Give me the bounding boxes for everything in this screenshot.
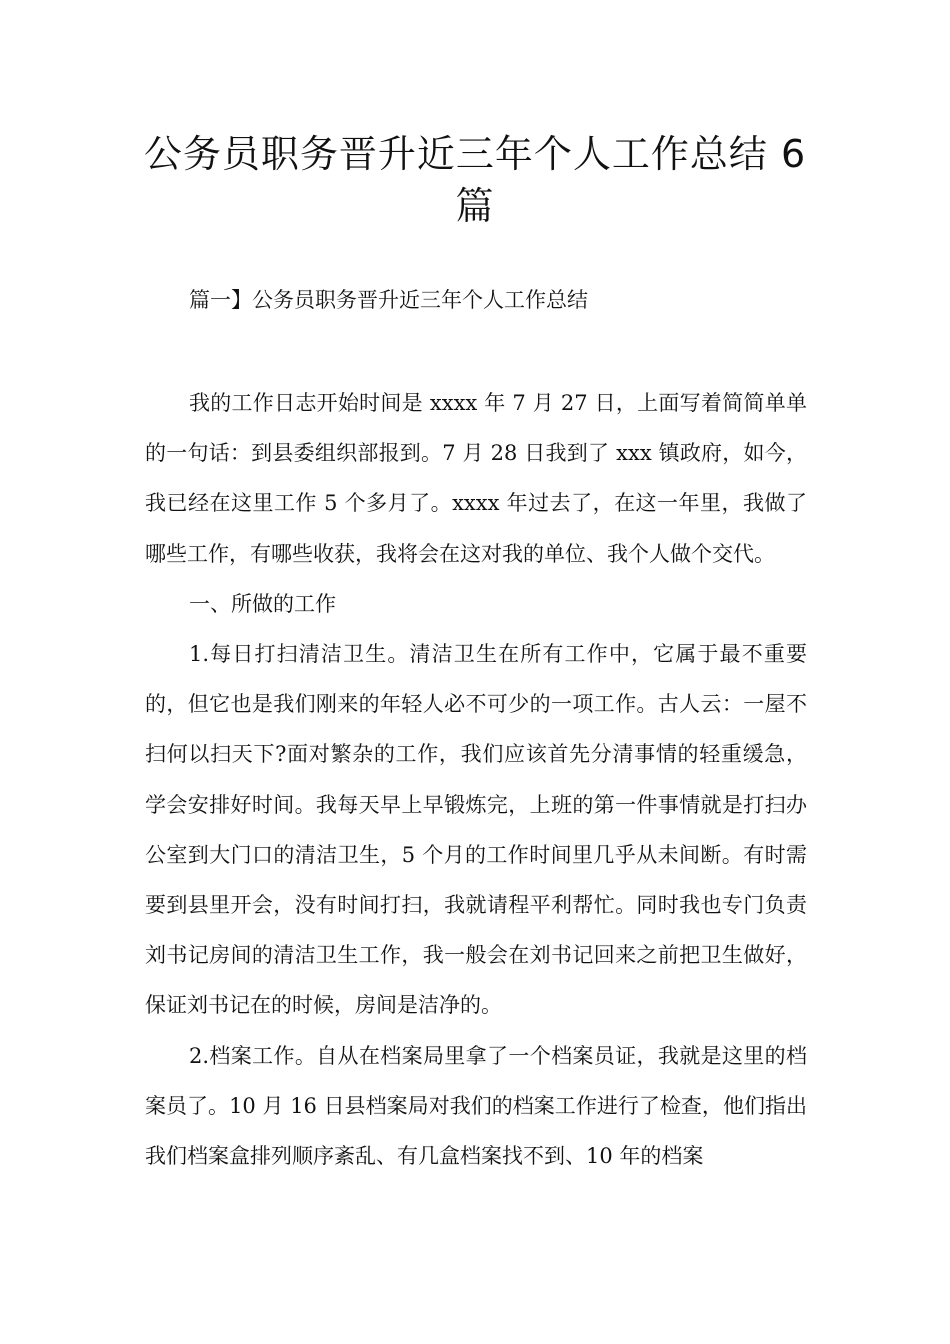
document-body — [145, 378, 807, 1181]
paragraph-archives: 2.档案工作。自从在档案局里拿了一个档案员证，我就是这里的档案员了。10 月 16 日县档案局对我们的档案工作进行了检查，他们指出我们档案盒排列顺序紊乱、有几盒档案找不到、10 年的档案 — [145, 1043, 807, 1169]
paragraph-heading-work: 一、所做的工作 — [189, 591, 336, 616]
paragraph-cleaning: 1.每日打扫清洁卫生。清洁卫生在所有工作中，它属于最不重要的，但它也是我们刚来的年轻人必不可少的一项工作。古人云：一屋不扫何以扫天下?面对繁杂的工作，我们应该首先分清事情的轻重缓急，学会安排好时间。我每天早上早锻炼完，上班的第一件事情就是打扫办公室到大门口的清洁卫生，5 个月的工作时间里几乎从未间断。有时需要到县里开会，没有时间打扫，我就请程平利帮忙。同时我也专门负责刘书记房间的清洁卫生工作，我一般会在刘书记回来之前把卫生做好，保证刘书记在的时候，房间是洁净的。 — [145, 642, 807, 1018]
paragraph-intro: 我的工作日志开始时间是 xxxx 年 7 月 27 日，上面写着简简单单的一句话：到县委组织部报到。7 月 28 日我到了 xxx 镇政府，如今，我已经在这里工作 5 个多月了。xxxx 年过去了，在这一年里，我做了哪些工作，有哪些收获，我将会在这对我的单位、我个人做个交代。 — [145, 391, 807, 566]
document-title — [140, 128, 810, 232]
section-heading: 篇一】公务员职务晋升近三年个人工作总结 — [189, 288, 588, 312]
title-line-1: 公务员职务晋升近三年个人工作总结 6 — [143, 132, 807, 176]
title-line-2: 篇 — [455, 184, 495, 228]
